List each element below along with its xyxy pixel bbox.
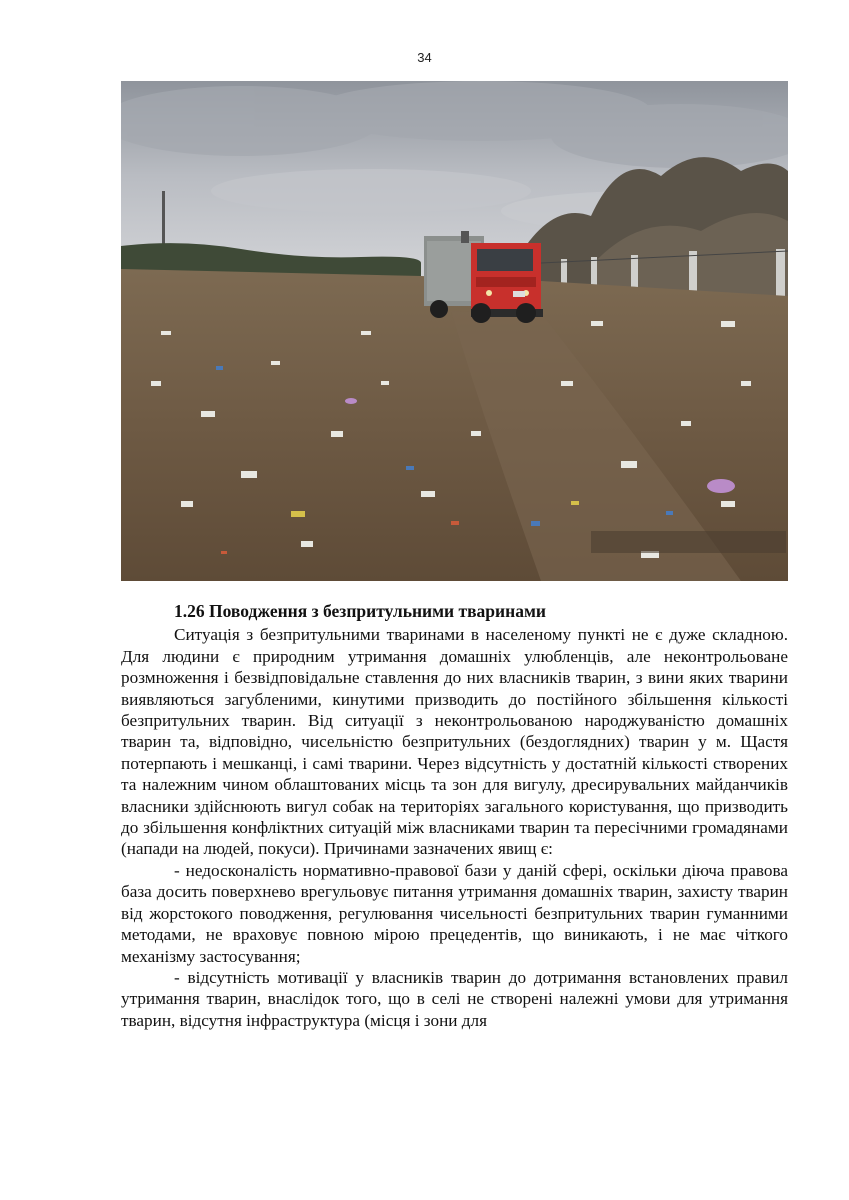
landfill-photo-illustration: [121, 81, 788, 581]
page-number: 34: [417, 50, 432, 65]
section-text: [121, 601, 788, 1031]
paragraph-cause-motivation: - відсутність мотивації у власників тварин до дотримання встановлених правил утримання тварин, внаслідок того, що в селі не створені належні умови для утримання тварин, відсутня інфраструктура (місця і зони для: [121, 967, 788, 1030]
section-heading: 1.26 Поводження з безпритульними тваринами: [174, 601, 546, 621]
landfill-photo: [121, 81, 788, 581]
paragraph-intro: Ситуація з безпритульними тваринами в населеному пункті не є дуже складною. Для людини є природним утримання домашніх улюбленців, але неконтрольоване розмноження і безвідповідальне ставлення до них власників тварин, з вини яких тварини виявляються загубленими, кинутими призводить до постійного збільшення кількості безпритульних тварин. Від ситуації з неконтрольованою народжуваністю домашніх тварин та, відповідно, чисельністю безпритульних (бездоглядних) тварин у м. Щастя потерпають і мешканці, і самі тварини. Через відсутність у достатній кількості створених та належним чином облаштованих місць та зон для вигулу, дресирувальних майданчиків власники здійснюють вигул собак на територіях загального користування, що призводить до збільшення конфліктних ситуацій між власниками тварин та пересічними громадянами (напади на людей, покуси). Причинами зазначених явищ є:: [121, 625, 788, 859]
paragraph-cause-legal-base: - недосконалість нормативно-правової бази у даній сфері, оскільки діюча правова база досить поверхнево врегульовує питання утримання домашніх тварин, захисту тварин від жорстокого поводження, регулювання чисельності безпритульних тварин гуманними методами, не враховує повною мірою прецедентів, що виникають, і не має чіткого механізму застосування;: [121, 860, 788, 966]
garbage-truck: [424, 231, 543, 323]
